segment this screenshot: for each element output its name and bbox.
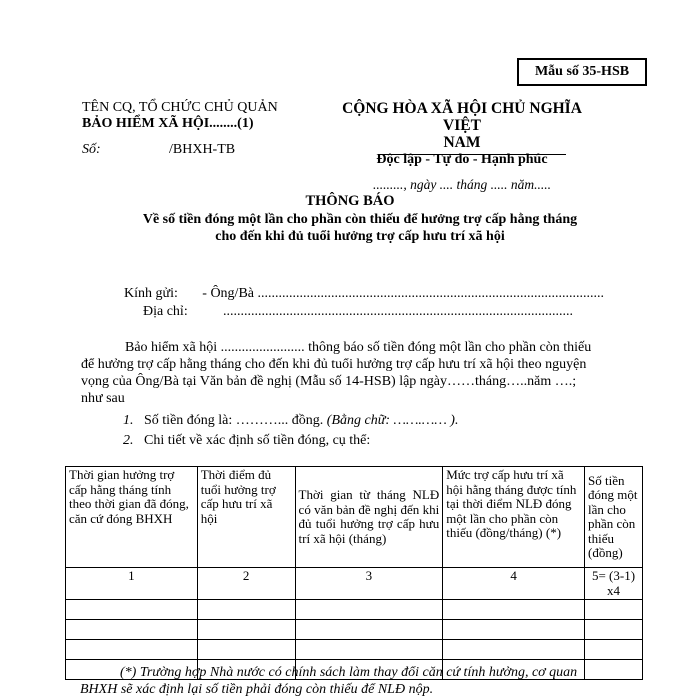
body-line-2: để hưởng trợ cấp hằng tháng cho đến khi đủ tuổi hưởng trợ cấp hưu trí xã hội theo nguyện — [81, 357, 587, 372]
recipient-name: - Ông/Bà ................................................................................................... — [202, 286, 604, 301]
document-title: THÔNG BÁO — [305, 193, 395, 209]
column-number: 1 — [66, 568, 198, 600]
header-cell: Thời gian từ tháng NLĐ có văn bản đề nghị đến khi đủ tuổi hưởng trợ cấp hưu trí xã hội (tháng) — [295, 467, 443, 568]
table-cell[interactable] — [197, 600, 295, 620]
notice-body — [81, 339, 637, 407]
column-number: 3 — [295, 568, 443, 600]
footnote — [80, 664, 640, 698]
address-label: Địa chỉ: — [143, 304, 188, 319]
body-line-1: Bảo hiểm xã hội ........................ thông báo số tiền đóng một lần cho phần còn thiếu — [125, 340, 592, 355]
column-number: 2 — [197, 568, 295, 600]
header-cell: Thời điểm đủ tuổi hưởng trợ cấp hưu trí xã hội — [197, 467, 295, 568]
table-row — [66, 640, 643, 660]
table-cell[interactable] — [66, 620, 198, 640]
item-text: Chi tiết về xác định số tiền đóng, cụ thể: — [144, 433, 371, 448]
table-cell[interactable] — [66, 600, 198, 620]
number-value: /BHXH-TB — [169, 142, 236, 157]
item-amount-words: (Bằng chữ: …….…… ). — [326, 413, 459, 428]
table-cell[interactable] — [443, 620, 585, 640]
date-line: ........., ngày .... tháng ..... năm..... — [372, 177, 552, 192]
motto-underline — [378, 154, 566, 155]
document-number — [82, 142, 297, 158]
table-cell[interactable] — [197, 620, 295, 640]
table-cell[interactable] — [295, 640, 443, 660]
table-cell[interactable] — [585, 600, 643, 620]
list-item — [123, 431, 643, 451]
column-number: 5= (3-1) x4 — [585, 568, 643, 600]
header-cell: Số tiền đóng một lần cho phần còn thiếu (đồng) — [585, 467, 643, 568]
recipient-label: Kính gửi: — [124, 286, 178, 301]
table-row — [66, 568, 643, 600]
item-list — [123, 411, 643, 451]
agency-parent: TÊN CQ, TỔ CHỨC CHỦ QUẢN — [82, 100, 278, 115]
recipient-block — [124, 285, 604, 321]
footnote-line-2: BHXH sẽ xác định lại số tiền phải đóng còn thiếu để NLĐ nộp. — [80, 682, 434, 697]
table-row — [66, 620, 643, 640]
nation-line-1: CỘNG HÒA XÃ HỘI CHỦ NGHĨA VIỆT — [342, 100, 582, 134]
footnote-line-1: (*) Trường hợp Nhà nước có chính sách làm thay đổi căn cứ tính hưởng, cơ quan — [120, 665, 578, 680]
national-motto: Độc lập - Tự do - Hạnh phúc — [376, 152, 548, 167]
table-cell[interactable] — [197, 640, 295, 660]
item-number: 1. — [123, 413, 134, 428]
agency-name: BẢO HIỂM XÃ HỘI........(1) — [82, 116, 254, 131]
header-cell: Thời gian hưởng trợ cấp hằng tháng tính theo thời gian đã đóng, căn cứ đóng BHXH — [66, 467, 198, 568]
column-number: 4 — [443, 568, 585, 600]
table-cell[interactable] — [295, 620, 443, 640]
agency-header — [82, 100, 297, 158]
subtitle-line-2: cho đến khi đủ tuổi hưởng trợ cấp hưu trí xã hội — [215, 229, 505, 244]
national-header — [328, 100, 596, 193]
subtitle-line-1: Về số tiền đóng một lần cho phần còn thiếu để hưởng trợ cấp hằng tháng — [142, 212, 578, 227]
item-text: Số tiền đóng là: ………... đồng. — [144, 413, 327, 428]
body-line-4: như sau — [81, 391, 125, 406]
header-cell: Mức trợ cấp hưu trí xã hội hằng tháng được tính tại thời điểm NLĐ đóng một lần cho phần còn thiếu (đồng/tháng) (*) — [443, 467, 585, 568]
nation-line-2: NAM — [443, 134, 481, 151]
table-row — [66, 600, 643, 620]
form-code-box: Mẫu số 35-HSB — [517, 58, 647, 86]
item-number: 2. — [123, 433, 134, 448]
body-line-3: vọng của Ông/Bà tại Văn bản đề nghị (Mẫu số 14-HSB) lập ngày……tháng…..năm ….; — [81, 374, 577, 389]
number-label: Số: — [82, 142, 101, 157]
calculation-table — [65, 466, 643, 680]
table-cell[interactable] — [443, 600, 585, 620]
table-cell[interactable] — [66, 640, 198, 660]
list-item — [123, 411, 643, 431]
table-cell[interactable] — [585, 620, 643, 640]
document-subtitle — [60, 211, 660, 245]
table-header-row — [66, 467, 643, 568]
recipient-address: .................................................................................................... — [223, 304, 573, 319]
table-cell[interactable] — [585, 640, 643, 660]
table-cell[interactable] — [295, 600, 443, 620]
table-cell[interactable] — [443, 640, 585, 660]
